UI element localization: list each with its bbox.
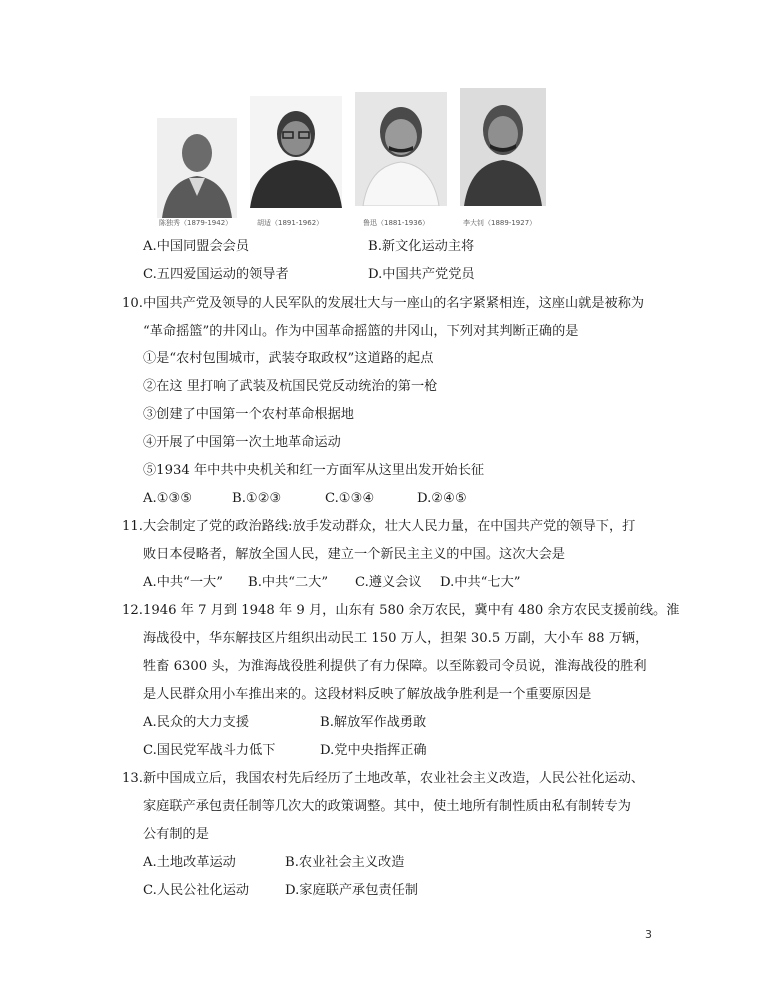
q13-option-a: A.土地改革运动 [143,855,236,870]
portrait-lu-xun [355,92,447,206]
q12-stem: 海战役中，华东解技区片组织出动民工 150 万人，担架 30.5 万副，大小车 88 万辆， [143,631,649,646]
q11-option-c: C.遵义会议 [355,575,422,590]
q9-option-a: A.中国同盟会会员 [143,239,250,254]
q9-option-d: D.中国共产党党员 [368,267,475,282]
q10-option-d: D.②④⑤ [417,491,467,506]
q10-option-a: A.①③⑤ [143,491,193,506]
q13-option-b: B.农业社会主义改造 [285,855,405,870]
portrait-row [155,88,555,228]
portrait-caption: 陈独秀（1879-1942） [159,219,233,227]
q10-statement: ③创建了中国第一个农村革命根据地 [143,407,354,422]
q13-stem: 13.新中国成立后，我国农村先后经历了土地改革，农业社会主义改造，人民公社化运动、 [122,771,645,786]
q10-option-b: B.①②③ [232,491,282,506]
portrait-li-dazhao [460,88,546,206]
q13-stem: 家庭联产承包责任制等几次大的政策调整。其中，使土地所有制性质由私有制转专为 [143,799,631,814]
portrait-hu-shi [250,96,342,208]
q11-stem: 败日本侵略者，解放全国人民，建立一个新民主主义的中国。这次大会是 [143,547,565,562]
q12-option-c: C.国民党军战斗力低下 [143,743,276,758]
q12-option-b: B.解放军作战勇敢 [320,715,427,730]
q11-option-b: B.中共“二大” [248,575,329,590]
q12-stem: 是人民群众用小车推出来的。这段材料反映了解放战争胜利是一个重要原因是 [143,687,592,702]
q11-stem: 11.大会制定了党的政治路线:放手发动群众，壮大人民力量，在中国共产党的领导下，打 [122,519,636,534]
q13-option-d: D.家庭联产承包责任制 [285,883,418,898]
q11-option-d: D.中共“七大” [440,575,521,590]
q10-statement: ②在这 里打响了武装及杭国民党反动统治的第一枪 [143,379,438,394]
q9-option-c: C.五四爱国运动的领导者 [143,267,289,282]
q10-statement: ⑤1934 年中共中央机关和红一方面军从这里出发开始长征 [143,463,485,478]
portrait-chen-duxiu [157,118,237,218]
q12-stem: 12.1946 年 7 月到 1948 年 9 月，山东有 580 余万农民，冀中有 480 余方农民支援前线。淮 [122,603,680,618]
portrait-caption: 李大钊（1889-1927） [463,219,537,227]
q9-option-b: B.新文化运动主将 [368,239,475,254]
q12-option-d: D.党中央指挥正确 [320,743,427,758]
q10-stem: 10.中国共产党及领导的人民军队的发展壮大与一座山的名字紧紧相连，这座山就是被称为 [122,296,645,311]
q11-option-a: A.中共“一大” [143,575,223,590]
page-number: 3 [645,928,652,941]
q12-option-a: A.民众的大力支援 [143,715,250,730]
q13-stem: 公有制的是 [143,827,209,842]
q10-statement: ①是“农村包围城市，武装夺取政权”这道路的起点 [143,351,434,366]
q10-stem: “革命摇篮”的井冈山。作为中国革命摇篮的井冈山，下列对其判断正确的是 [143,324,579,339]
q13-option-c: C.人民公社化运动 [143,883,250,898]
portrait-caption: 鲁迅（1881-1936） [363,219,430,227]
q10-option-c: C.①③④ [325,491,375,506]
q10-statement: ④开展了中国第一次土地革命运动 [143,435,341,450]
portrait-caption: 胡适（1891-1962） [257,219,324,227]
q12-stem: 牲畜 6300 头，为淮海战役胜利提供了有力保障。以至陈毅司令员说，淮海战役的胜利 [143,659,647,674]
